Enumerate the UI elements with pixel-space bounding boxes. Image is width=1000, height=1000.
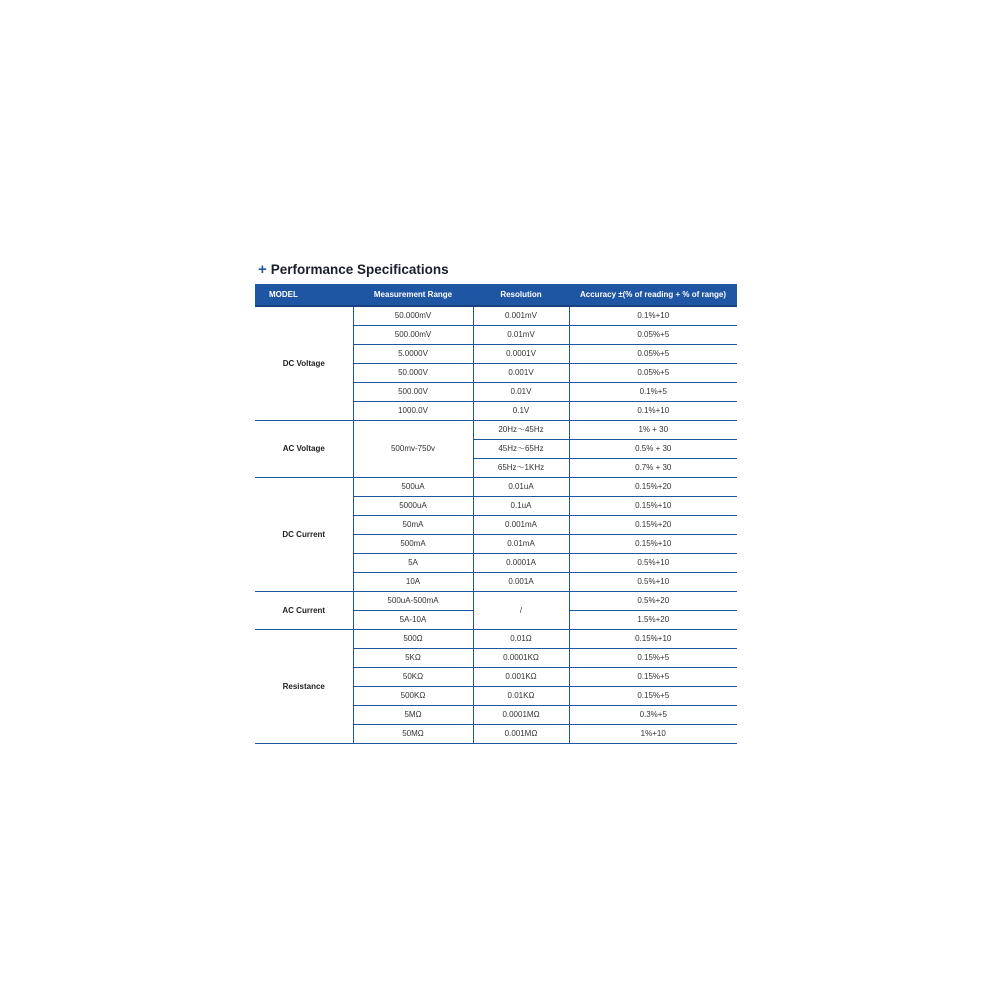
accuracy-cell: 0.05%+5	[569, 364, 737, 383]
accuracy-cell: 0.15%+10	[569, 535, 737, 554]
range-cell: 500uA	[353, 478, 473, 497]
resolution-cell: 0.1V	[473, 402, 569, 421]
range-cell: 500mA	[353, 535, 473, 554]
range-cell: 500.00mV	[353, 326, 473, 345]
resolution-cell: 0.01mV	[473, 326, 569, 345]
accuracy-cell: 0.1%+5	[569, 383, 737, 402]
resolution-cell: 0.001MΩ	[473, 725, 569, 744]
resolution-cell: 0.001mA	[473, 516, 569, 535]
resolution-cell: 0.01KΩ	[473, 687, 569, 706]
resolution-cell: 0.1uA	[473, 497, 569, 516]
table-row	[255, 478, 737, 497]
category-dc-current: DC Current	[255, 478, 353, 592]
section-title: Performance Specifications	[270, 261, 449, 277]
range-cell: 500Ω	[353, 630, 473, 649]
resolution-cell: 0.01uA	[473, 478, 569, 497]
category-ac-current: AC Current	[255, 592, 353, 630]
range-cell: 500KΩ	[353, 687, 473, 706]
range-cell: 5A	[353, 554, 473, 573]
category-ac-voltage: AC Voltage	[255, 421, 353, 478]
range-cell: 50.000V	[353, 364, 473, 383]
accuracy-cell: 0.15%+5	[569, 649, 737, 668]
accuracy-cell: 0.3%+5	[569, 706, 737, 725]
accuracy-cell: 0.1%+10	[569, 306, 737, 326]
accuracy-cell: 0.15%+10	[569, 497, 737, 516]
resolution-cell: 0.01Ω	[473, 630, 569, 649]
accuracy-cell: 0.15%+20	[569, 478, 737, 497]
header-resolution: Resolution	[473, 284, 569, 306]
range-cell: 500uA-500mA	[353, 592, 473, 611]
resolution-cell: 0.0001V	[473, 345, 569, 364]
accuracy-cell: 1%+10	[569, 725, 737, 744]
range-cell: 1000.0V	[353, 402, 473, 421]
accuracy-cell: 0.7% + 30	[569, 459, 737, 478]
resolution-cell: 0.001A	[473, 573, 569, 592]
range-cell: 5.0000V	[353, 345, 473, 364]
resolution-cell: 0.001KΩ	[473, 668, 569, 687]
spec-table	[255, 284, 737, 744]
range-cell: 50MΩ	[353, 725, 473, 744]
range-cell: 500.00V	[353, 383, 473, 402]
resolution-cell-merged: /	[473, 592, 569, 630]
range-cell-merged: 500mv-750v	[353, 421, 473, 478]
accuracy-cell: 0.15%+10	[569, 630, 737, 649]
accuracy-cell: 0.05%+5	[569, 326, 737, 345]
header-accuracy: Accuracy ±(% of reading + % of range)	[569, 284, 737, 306]
header-model: MODEL	[255, 284, 353, 306]
header-row	[255, 284, 737, 306]
resolution-cell: 0.0001A	[473, 554, 569, 573]
table-row	[255, 306, 737, 326]
resolution-cell: 45Hz～65Hz	[473, 440, 569, 459]
range-cell: 5MΩ	[353, 706, 473, 725]
accuracy-cell: 0.15%+20	[569, 516, 737, 535]
resolution-cell: 0.001mV	[473, 306, 569, 326]
accuracy-cell: 0.15%+5	[569, 668, 737, 687]
resolution-cell: 0.0001KΩ	[473, 649, 569, 668]
accuracy-cell: 0.05%+5	[569, 345, 737, 364]
accuracy-cell: 0.5%+10	[569, 554, 737, 573]
range-cell: 50KΩ	[353, 668, 473, 687]
resolution-cell: 20Hz～45Hz	[473, 421, 569, 440]
table-row	[255, 592, 737, 611]
accuracy-cell: 0.5% + 30	[569, 440, 737, 459]
range-cell: 5KΩ	[353, 649, 473, 668]
resolution-cell: 0.01V	[473, 383, 569, 402]
range-cell: 5000uA	[353, 497, 473, 516]
table-row	[255, 630, 737, 649]
category-resistance: Resistance	[255, 630, 353, 744]
accuracy-cell: 1.5%+20	[569, 611, 737, 630]
range-cell: 50.000mV	[353, 306, 473, 326]
range-cell: 10A	[353, 573, 473, 592]
accuracy-cell: 1% + 30	[569, 421, 737, 440]
resolution-cell: 65Hz～1KHz	[473, 459, 569, 478]
resolution-cell: 0.0001MΩ	[473, 706, 569, 725]
section-heading	[258, 259, 449, 279]
accuracy-cell: 0.5%+20	[569, 592, 737, 611]
range-cell: 50mA	[353, 516, 473, 535]
accuracy-cell: 0.5%+10	[569, 573, 737, 592]
header-range: Measurement Range	[353, 284, 473, 306]
resolution-cell: 0.01mA	[473, 535, 569, 554]
category-dc-voltage: DC Voltage	[255, 306, 353, 421]
accuracy-cell: 0.1%+10	[569, 402, 737, 421]
range-cell: 5A-10A	[353, 611, 473, 630]
resolution-cell: 0.001V	[473, 364, 569, 383]
plus-icon: +	[258, 260, 267, 278]
table-row	[255, 421, 737, 440]
accuracy-cell: 0.15%+5	[569, 687, 737, 706]
